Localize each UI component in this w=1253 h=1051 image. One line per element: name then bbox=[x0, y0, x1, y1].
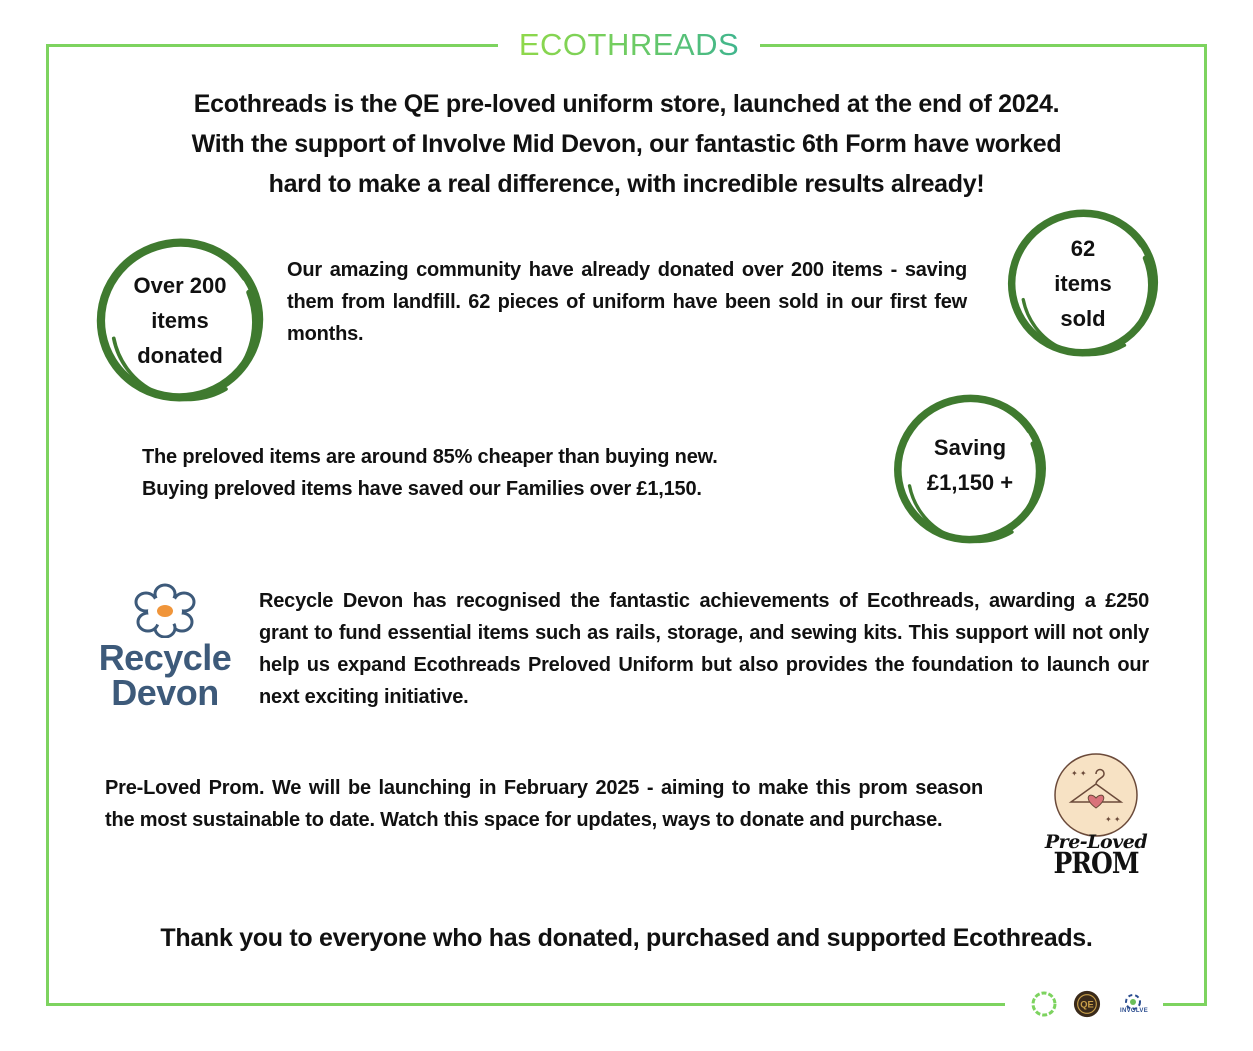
hanger-heart-badge-icon bbox=[1053, 752, 1139, 838]
recycle-devon-line-1: Recycle bbox=[98, 637, 232, 678]
savings-paragraph: The preloved items are around 85% cheaper than buying new. Buying preloved items have saved our Families over £1,150. bbox=[142, 446, 718, 500]
headline-line-3: hard to make a real difference, with incredible results already! bbox=[268, 170, 985, 198]
qe-school-crest-icon bbox=[1072, 990, 1102, 1018]
prom-logo-script: Pre-Loved bbox=[1044, 831, 1148, 853]
svg-text:✦ ✦: ✦ ✦ bbox=[1071, 769, 1087, 778]
recycle-devon-logo bbox=[90, 578, 240, 713]
stat-ring-sold bbox=[1000, 198, 1166, 368]
stat-saving-label: Saving £1,150 + bbox=[926, 435, 1014, 495]
headline-line-1: Ecothreads is the QE pre-loved uniform store, launched at the end of 2024. bbox=[193, 90, 1060, 118]
recycle-devon-line-2: Devon bbox=[111, 672, 219, 713]
prom-logo-word: PROM bbox=[1053, 846, 1139, 881]
ecothreads-logo: ECOTHREADS bbox=[518, 27, 740, 62]
daisy-flower-icon bbox=[134, 582, 196, 638]
stat-ring-donated bbox=[88, 226, 272, 414]
community-paragraph: Our amazing community have already donated over 200 items - saving them from landfill. 62 pieces of uniform have been sold in our first few months. bbox=[287, 259, 967, 345]
svg-text:QE: QE bbox=[1080, 999, 1094, 1010]
brand-header bbox=[498, 28, 760, 62]
ecothreads-ring-icon bbox=[1030, 990, 1058, 1018]
intro-headline bbox=[80, 84, 1173, 204]
prom-paragraph: Pre-Loved Prom. We will be launching in February 2025 - aiming to make this prom season the most sustainable to date. Watch this space for updates, ways to donate and purchase. bbox=[105, 777, 983, 831]
involve-label: INVOLVE bbox=[1120, 1008, 1148, 1014]
pre-loved-prom-logo bbox=[1040, 752, 1152, 882]
thank-you-message: Thank you to everyone who has donated, purchased and supported Ecothreads. bbox=[160, 924, 1093, 952]
recycle-devon-paragraph: Recycle Devon has recognised the fantastic achievements of Ecothreads, awarding a £250 grant to fund essential items such as rails, storage, and sewing kits. This support will not only help us expand Ecothreads Preloved Uniform but also provides the foundation to launch our next exciting initiative. bbox=[259, 590, 1149, 708]
headline-line-2: With the support of Involve Mid Devon, our fantastic 6th Form have worked bbox=[191, 130, 1062, 158]
stat-donated-label: Over 200 items donated bbox=[133, 272, 227, 368]
stat-ring-saving bbox=[886, 384, 1054, 554]
svg-text:✦ ✦: ✦ ✦ bbox=[1105, 815, 1121, 824]
stat-sold-label: 62 items sold bbox=[1054, 235, 1112, 331]
